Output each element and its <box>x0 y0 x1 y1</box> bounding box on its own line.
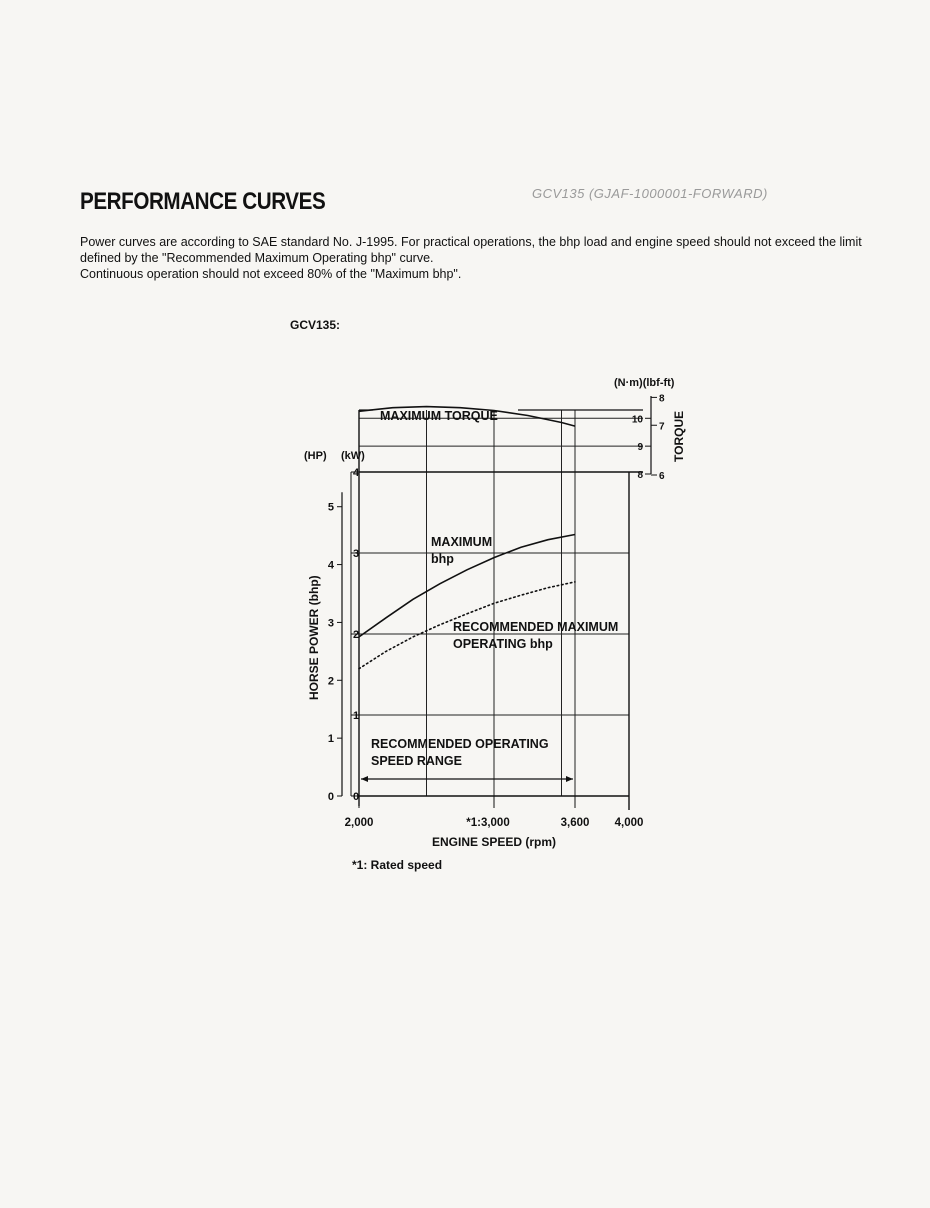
rec-bhp-label-2: OPERATING bhp <box>453 637 553 651</box>
hp-tick-label: 0 <box>327 791 334 803</box>
hp-tick-label: 4 <box>327 559 334 572</box>
intro-line-1: Power curves are according to SAE standard No. J-1995. For practical operations, the bhp load and engine speed should not exceed the limit defined by the "Recommended Maximum Operating bhp" curve. <box>80 235 862 265</box>
torque-axis-label: TORQUE <box>672 410 686 462</box>
footnote: *1: Rated speed <box>352 858 443 872</box>
rec-bhp-label-1: RECOMMENDED MAXIMUM <box>453 620 619 634</box>
speed-range-arrowhead-right <box>566 776 573 782</box>
hp-tick-label: 5 <box>327 501 334 514</box>
torque-lbf-tick-label: 6 <box>659 471 665 482</box>
speed-range-label-1: RECOMMENDED OPERATING <box>371 737 549 751</box>
max-bhp-label-2: bhp <box>431 552 454 566</box>
kw-tick-label: 0 <box>353 791 360 803</box>
speed-range-arrowhead-left <box>361 776 368 782</box>
max-bhp-label-1: MAXIMUM <box>431 535 493 549</box>
x-tick-label: 4,000 <box>614 817 644 829</box>
page-title: PERFORMANCE CURVES <box>80 188 326 215</box>
torque-units-label: (N·m)(lbf-ft) <box>614 377 675 389</box>
torque-nm-tick-label: 10 <box>631 414 643 426</box>
torque-series-label: MAXIMUM TORQUE <box>380 409 498 423</box>
torque-nm-tick-label: 8 <box>637 470 643 481</box>
x-axis-label: ENGINE SPEED (rpm) <box>431 835 557 849</box>
chart-model-label: GCV135: <box>290 318 341 332</box>
hp-unit-label: (HP) <box>304 450 327 462</box>
kw-unit-label: (kW) <box>341 450 365 462</box>
speed-range-label-2: SPEED RANGE <box>371 754 462 768</box>
torque-nm-tick-label: 9 <box>637 442 643 454</box>
hp-tick-label: 2 <box>327 675 334 688</box>
torque-lbf-tick-label: 7 <box>659 421 665 433</box>
hp-tick-label: 3 <box>327 617 334 630</box>
hp-tick-label: 1 <box>327 733 334 746</box>
x-tick-label: 3,600 <box>560 817 590 829</box>
intro-line-2: Continuous operation should not exceed 80% of the "Maximum bhp". <box>80 267 462 281</box>
x-tick-label: 2,000 <box>344 817 374 829</box>
kw-tick-label: 4 <box>353 467 360 479</box>
y-axis-label: HORSE POWER (bhp) <box>307 575 321 700</box>
kw-tick-label: 2 <box>353 629 360 641</box>
kw-tick-label: 1 <box>353 710 360 722</box>
kw-tick-label: 3 <box>353 548 360 560</box>
model-tag: GCV135 (GJAF-1000001-FORWARD) <box>532 186 768 201</box>
x-tick-label: *1:3,000 <box>466 817 510 829</box>
torque-lbf-tick-label: 8 <box>659 393 665 405</box>
